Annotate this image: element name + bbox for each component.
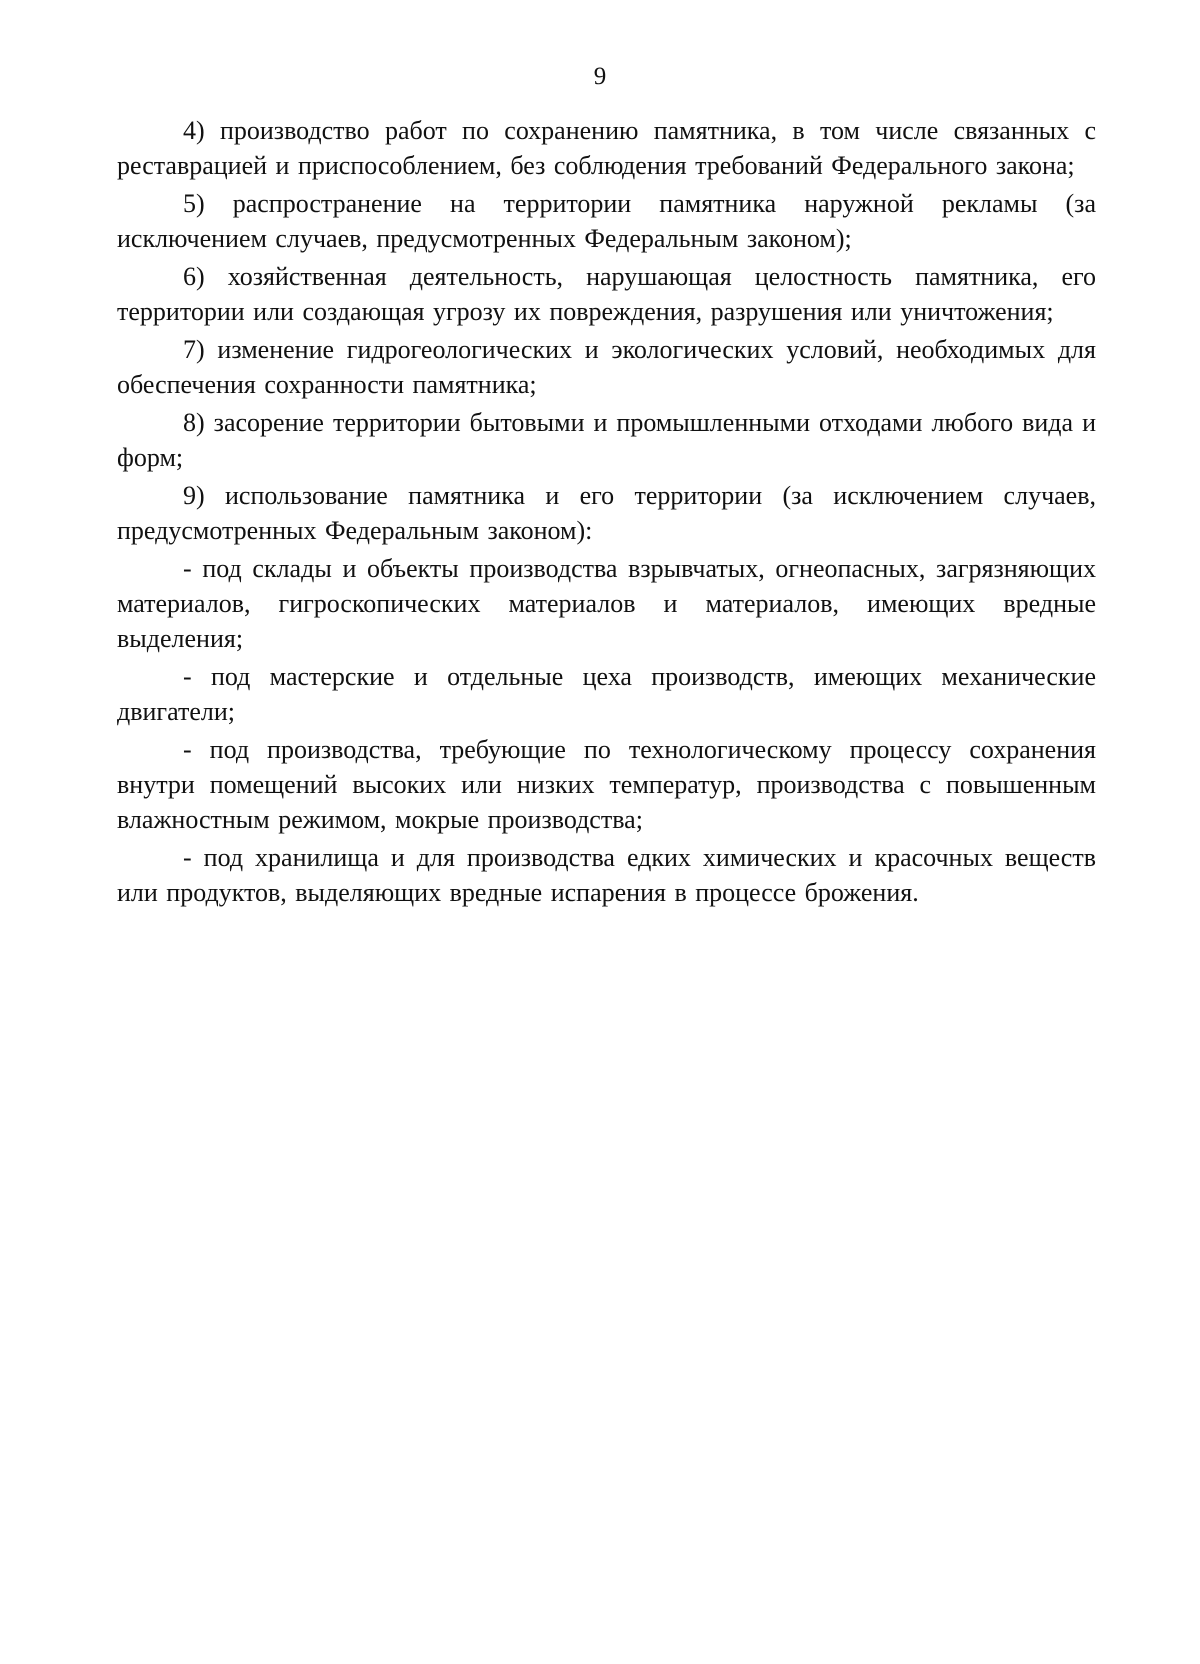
sub-item-chemical-storage: - под хранилища и для производства едких химических и красочных веществ или продуктов, выделяющих вредные испарения в процессе брожения. [117,843,1096,907]
paragraph-item-6: 6) хозяйственная деятельность, нарушающая целостность памятника, его территории или создающая угрозу их повреждения, разрушения или уничтожения; [117,262,1096,326]
paragraph-item-7: 7) изменение гидрогеологических и экологических условий, необходимых для обеспечения сохранности памятника; [117,335,1096,399]
paragraph-item-9: 9) использование памятника и его территории (за исключением случаев, предусмотренных Федеральным законом): [117,481,1096,545]
sub-item-warehouses: - под склады и объекты производства взрывчатых, огнеопасных, загрязняющих материалов, гигроскопических материалов и материалов, имеющих вредные выделения; [117,554,1096,653]
sub-item-temperature-production: - под производства, требующие по технологическому процессу сохранения внутри помещений высоких или низких температур, производства с повышенным влажностным режимом, мокрые производства; [117,735,1096,834]
paragraph-item-4: 4) производство работ по сохранению памятника, в том числе связанных с реставрацией и приспособлением, без соблюдения требований Федерального закона; [117,116,1096,180]
paragraph-item-8: 8) засорение территории бытовыми и промышленными отходами любого вида и форм; [117,408,1096,472]
sub-item-workshops: - под мастерские и отдельные цеха производств, имеющих механические двигатели; [117,662,1096,726]
document-body [117,113,1096,910]
page-number: 9 [593,63,607,90]
paragraph-item-5: 5) распространение на территории памятника наружной рекламы (за исключением случаев, предусмотренных Федеральным законом); [117,189,1096,253]
